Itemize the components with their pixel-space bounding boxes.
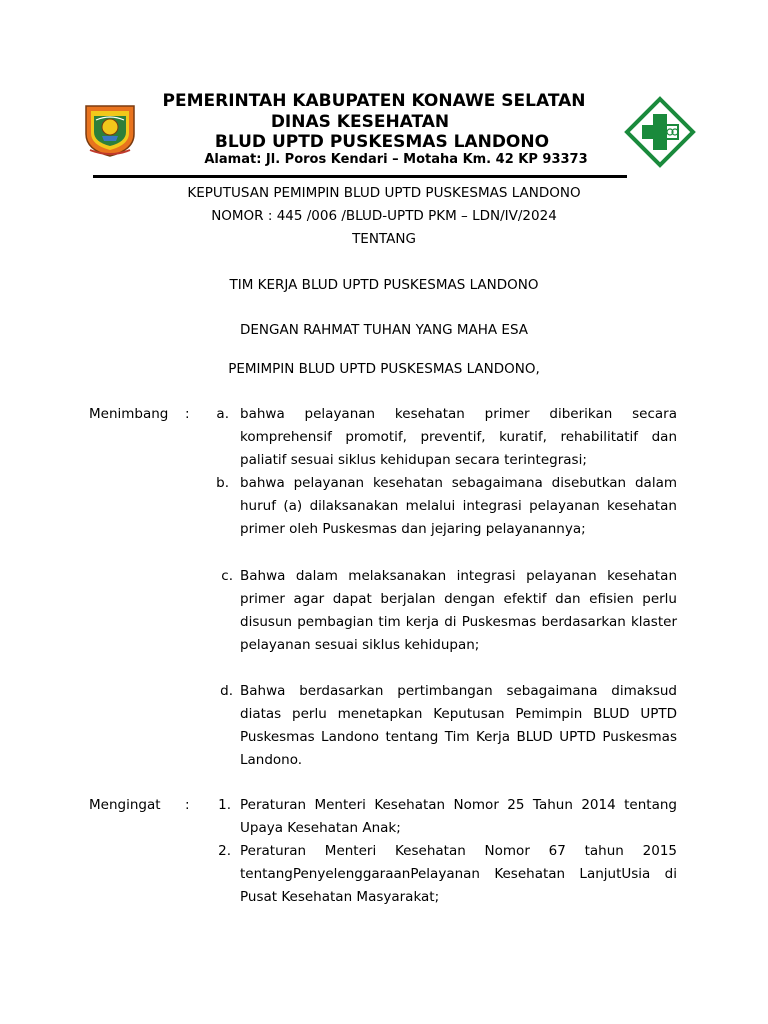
mengingat-item-1: Peraturan Menteri Kesehatan Nomor 25 Tahun 2014 tentang Upaya Kesehatan Anak;: [240, 797, 677, 836]
menimbang-marker-c: c.: [221, 568, 233, 584]
menimbang-label: Menimbang: [89, 406, 169, 422]
letterhead-divider: [93, 175, 627, 178]
decree-subject: TIM KERJA BLUD UPTD PUSKESMAS LANDONO: [229, 277, 539, 293]
decree-authority: PEMIMPIN BLUD UPTD PUSKESMAS LANDONO,: [228, 361, 540, 377]
menimbang-colon: :: [185, 406, 190, 422]
menimbang-item-b: bahwa pelayanan kesehatan sebagaimana disebutkan dalam huruf (a) dilaksanakan melalui integrasi pelayanan kesehatan primer oleh Puskesmas dan jejaring pelayanannya;: [240, 475, 677, 537]
decree-invocation: DENGAN RAHMAT TUHAN YANG MAHA ESA: [239, 322, 529, 338]
menimbang-marker-a: a.: [216, 406, 229, 422]
decree-title: KEPUTUSAN PEMIMPIN BLUD UPTD PUSKESMAS LANDONO: [187, 185, 581, 201]
mengingat-label: Mengingat: [89, 797, 161, 813]
letterhead-institution: BLUD UPTD PUSKESMAS LANDONO: [214, 132, 550, 152]
mengingat-marker-1: 1.: [218, 797, 231, 813]
mengingat-item-2: Peraturan Menteri Kesehatan Nomor 67 tahun 2015 tentangPenyelenggaraanPelayanan Kesehatan LanjutUsia di Pusat Kesehatan Masyarakat;: [240, 843, 677, 905]
menimbang-marker-b: b.: [216, 475, 229, 491]
letterhead-address: Alamat: Jl. Poros Kendari – Motaha Km. 42 KP 93373: [204, 152, 588, 167]
mengingat-colon: :: [185, 797, 190, 813]
decree-tentang: TENTANG: [352, 231, 416, 247]
menimbang-item-c: Bahwa dalam melaksanakan integrasi pelayanan kesehatan primer agar dapat berjalan dengan efektif dan efisien perlu disusun pembagian tim kerja di Puskesmas berdasarkan klaster pelayanan sesuai siklus kehidupan;: [240, 568, 677, 653]
menimbang-marker-d: d.: [220, 683, 233, 699]
letterhead-government: PEMERINTAH KABUPATEN KONAWE SELATAN: [162, 91, 586, 111]
mengingat-marker-2: 2.: [218, 843, 231, 859]
menimbang-item-d: Bahwa berdasarkan pertimbangan sebagaimana dimaksud diatas perlu menetapkan Keputusan Pemimpin BLUD UPTD Puskesmas Landono tentang Tim Kerja BLUD UPTD Puskesmas Landono.: [240, 683, 677, 768]
letterhead-department: DINAS KESEHATAN: [270, 112, 450, 132]
menimbang-item-a: bahwa pelayanan kesehatan primer diberikan secara komprehensif promotif, preventif, kuratif, rehabilitatif dan paliatif sesuai siklus kehidupan secara terintegrasi;: [240, 406, 677, 468]
puskesmas-cross-icon: [624, 96, 696, 168]
decree-number: NOMOR : 445 /006 /BLUD-UPTD PKM – LDN/IV/2024: [211, 208, 557, 224]
